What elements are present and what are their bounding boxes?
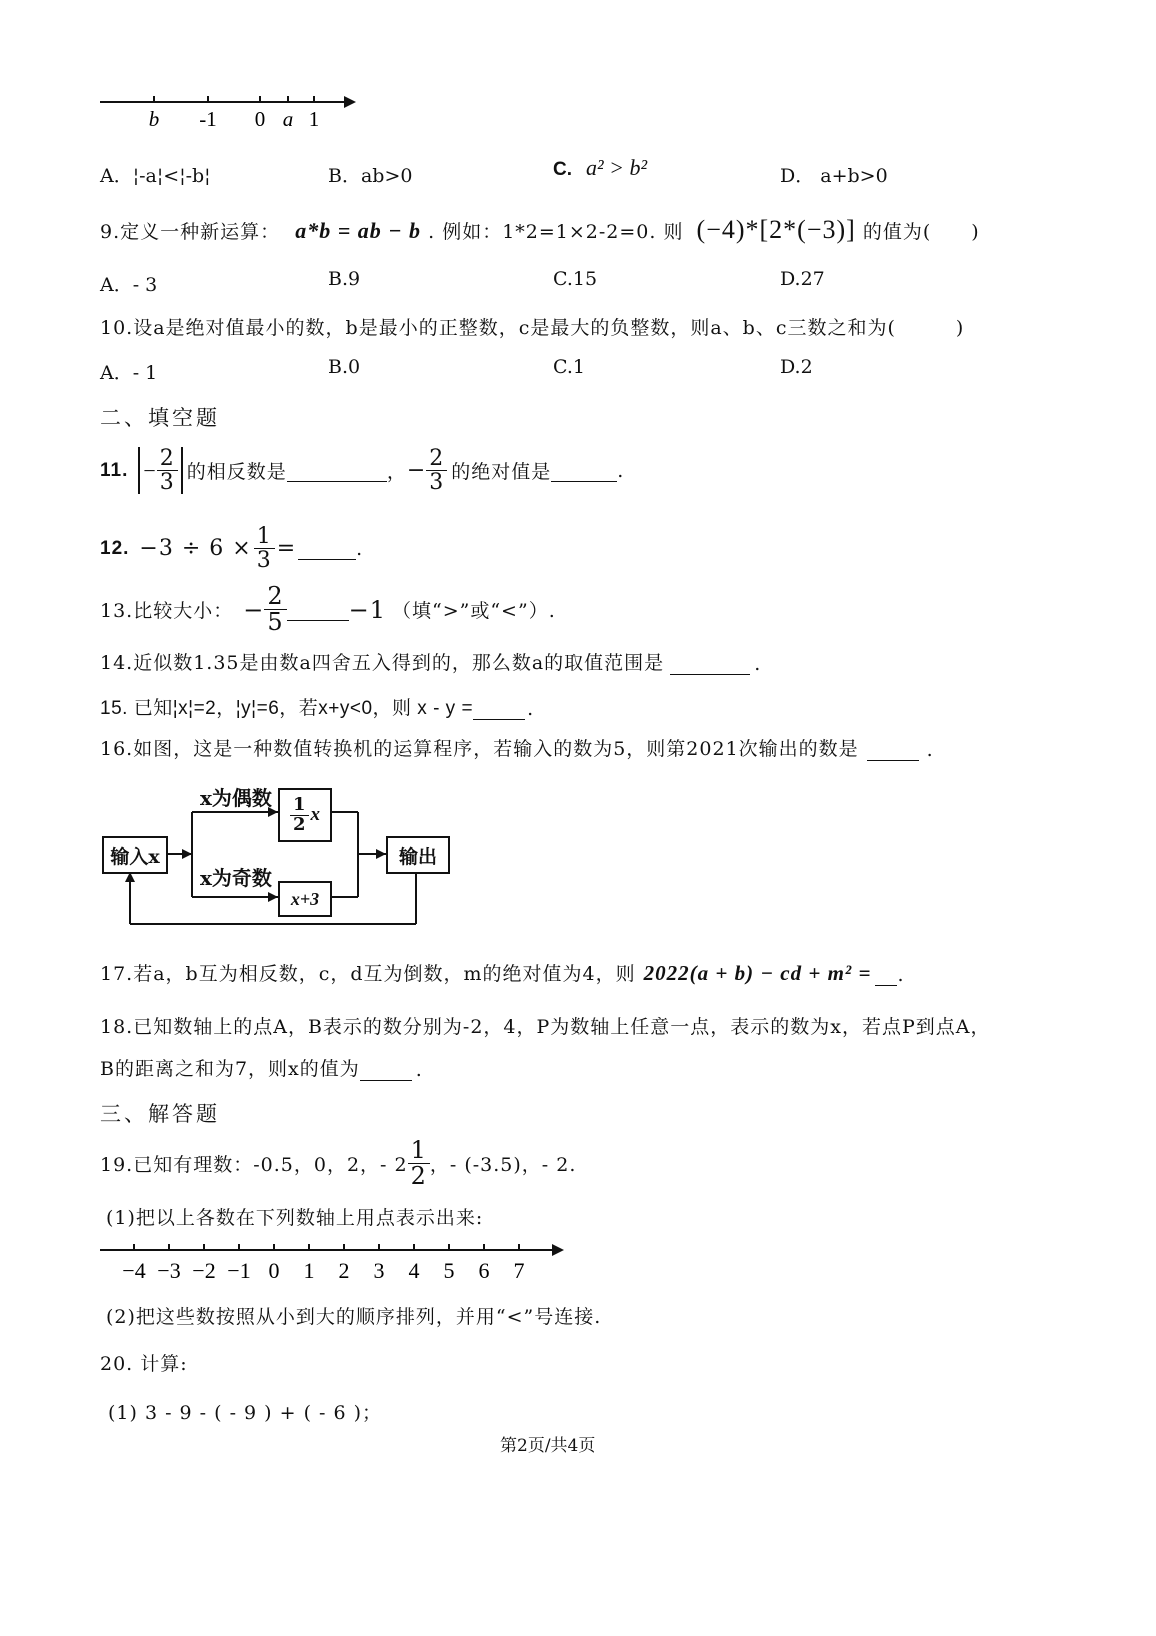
q9-option-c: C.15 — [553, 268, 598, 290]
section-2-title: 二、填空题 — [100, 406, 220, 430]
q17-expr: 2022(a + b) − cd + m² = — [643, 961, 872, 985]
q17 — [100, 959, 904, 986]
q9-expression: (−4)*[2*(−3)] — [696, 215, 856, 244]
q9-suffix: 的值为( ) — [862, 221, 980, 243]
q11-abs-expr: − $\frac{2}{3}$ — [138, 447, 182, 494]
q10-option-b: B.0 — [328, 356, 361, 378]
q10-stem: 10.设a是绝对值最小的数，b是最小的正整数，c是最大的负整数，则a、b、c三数之和为( ) — [100, 317, 965, 339]
q13-blank[interactable] — [287, 598, 349, 621]
q18-line1: 18.已知数轴上的点A，B表示的数分别为-2，4，P为数轴上任意一点，表示的数为x，若点P到点A， — [100, 1016, 991, 1038]
q11-frac2-expr: − $\frac{2}{3}$ — [407, 447, 447, 494]
q17-blank[interactable] — [875, 963, 897, 986]
q18-line2: B的距离之和为7，则x的值为 . — [100, 1058, 423, 1081]
q14-text: 14.近似数1.35是由数a四舍五入得到的，那么数a的取值范围是 — [100, 652, 665, 674]
q12-period: . — [356, 537, 364, 560]
q9-option-d: D.27 — [780, 268, 825, 290]
q18-blank[interactable] — [360, 1058, 412, 1081]
q11-period: . — [617, 459, 625, 482]
q18-period: . — [415, 1059, 423, 1081]
numberline-label-1: 1 — [308, 107, 320, 131]
q8-option-c-math: a² > b² — [586, 155, 648, 180]
q9-option-a: A．- 3 — [100, 274, 158, 296]
q19-part2: (2)把这些数按照从小到大的顺序排列，并用“<”号连接. — [106, 1306, 602, 1328]
q11-blank1[interactable] — [287, 459, 387, 482]
page-footer: 第2页/共4页 — [500, 1436, 596, 1456]
numberline-label: 2 — [338, 1258, 350, 1283]
numberline-label-a: a — [282, 107, 294, 131]
flow-even-label: x为偶数 — [200, 786, 272, 810]
numberline-label: 6 — [478, 1258, 490, 1283]
q15-blank[interactable] — [473, 697, 525, 720]
numberline-label-0: 0 — [254, 107, 266, 131]
q9-stem — [100, 215, 980, 245]
q11-frac1: $\frac{2}{3}$ — [157, 447, 178, 494]
q8-option-c-label: C. — [553, 159, 572, 180]
q8-option-a: A．¦-a¦<¦-b¦ — [100, 165, 211, 187]
q10-option-d: D.2 — [780, 356, 813, 378]
q16-blank[interactable] — [867, 738, 919, 761]
q9-definition: a*b = ab − b — [295, 218, 422, 243]
q16-flowchart — [100, 780, 460, 930]
q13-rhs: −1 — [348, 595, 386, 624]
numberline-label: 0 — [268, 1258, 280, 1283]
q16-period: . — [926, 739, 934, 761]
numberline-label: 5 — [443, 1258, 455, 1283]
q17-period: . — [897, 964, 905, 986]
numberline-label: 1 — [303, 1258, 315, 1283]
flow-input-box: 输入x — [102, 836, 168, 874]
q13-num: 13.比较大小： — [100, 600, 234, 623]
q11-frac2: $\frac{2}{3}$ — [426, 447, 447, 494]
q19-frac: $\frac{1}{2}$ — [408, 1138, 430, 1189]
q13 — [100, 584, 556, 635]
q19-number-line — [98, 1238, 570, 1286]
q12-blank[interactable] — [298, 537, 356, 560]
q10-option-a: A．- 1 — [100, 362, 158, 384]
q17-text: 17.若a，b互为相反数，c，d互为倒数，m的绝对值为4，则 — [100, 963, 636, 985]
q14-period: . — [754, 653, 762, 675]
numberline-label: 7 — [513, 1258, 525, 1283]
flow-odd-op-box: x+3 — [278, 881, 332, 917]
q20-title: 20. 计算: — [100, 1353, 188, 1375]
q12-equals: = — [276, 536, 297, 562]
q8-option-b: B．ab>0 — [328, 165, 413, 187]
numberline-label: 4 — [408, 1258, 420, 1283]
q11-text2: 的绝对值是 — [451, 461, 552, 484]
q11-num: 11. — [100, 459, 129, 481]
q15-period: . — [527, 698, 535, 720]
q11-text1: 的相反数是 — [186, 461, 287, 484]
q19-stem: 19.已知有理数：-0.5，0，2，- 2 $\frac{1}{2}$ ，- (-3.5)，- 2. — [100, 1136, 577, 1191]
q9-prefix: 9.定义一种新运算： — [100, 221, 281, 243]
q14 — [100, 648, 761, 675]
numberline-label-neg1: -1 — [199, 107, 217, 131]
q15-text: 15. 已知¦x¦=2，¦y¦=6，若x+y<0，则 x - y = — [100, 698, 474, 719]
q9-example: . 例如：1*2=1×2-2=0. 则 — [428, 221, 684, 243]
numberline-label: 3 — [373, 1258, 385, 1283]
flow-output-box: 输出 — [386, 836, 450, 874]
q9-option-b: B.9 — [328, 268, 361, 290]
numberline-label: −3 — [157, 1258, 181, 1283]
q15 — [100, 693, 534, 720]
q20-part1: (1) 3 - 9 - ( - 9 ) + ( - 6 )； — [108, 1402, 383, 1424]
q12-expr: −3 ÷ 6 × — [139, 536, 252, 562]
numberline-label-b: b — [148, 107, 160, 131]
q12 — [100, 525, 363, 572]
q11-blank2[interactable] — [551, 459, 617, 482]
q10-option-c: C.1 — [553, 356, 585, 378]
q14-blank[interactable] — [670, 652, 750, 675]
numberline-label: −4 — [122, 1258, 146, 1283]
q16 — [100, 734, 934, 761]
q11 — [100, 447, 624, 494]
q11-comma: ， — [386, 461, 407, 484]
q12-num: 12. — [100, 537, 130, 559]
flow-even-op-box: $\frac{1}{2}$ x — [278, 788, 332, 842]
q19-part1: (1)把以上各数在下列数轴上用点表示出来: — [106, 1207, 484, 1229]
flow-odd-label: x为奇数 — [200, 866, 272, 890]
q13-suffix: （填“>”或“<”）. — [392, 600, 556, 623]
q8-option-d: D． a+b>0 — [780, 165, 888, 187]
numberline-label: −2 — [192, 1258, 216, 1283]
section-3-title: 三、解答题 — [100, 1102, 220, 1126]
q8-number-line — [98, 88, 358, 133]
q13-frac: $\frac{2}{5}$ — [264, 584, 286, 635]
q13-lhs: − $\frac{2}{5}$ — [243, 584, 286, 635]
q12-frac: $\frac{1}{3}$ — [254, 525, 275, 572]
numberline-label: −1 — [227, 1258, 251, 1283]
q8-option-c — [553, 155, 647, 181]
q16-text: 16.如图，这是一种数值转换机的运算程序，若输入的数为5，则第2021次输出的数是 — [100, 738, 859, 760]
